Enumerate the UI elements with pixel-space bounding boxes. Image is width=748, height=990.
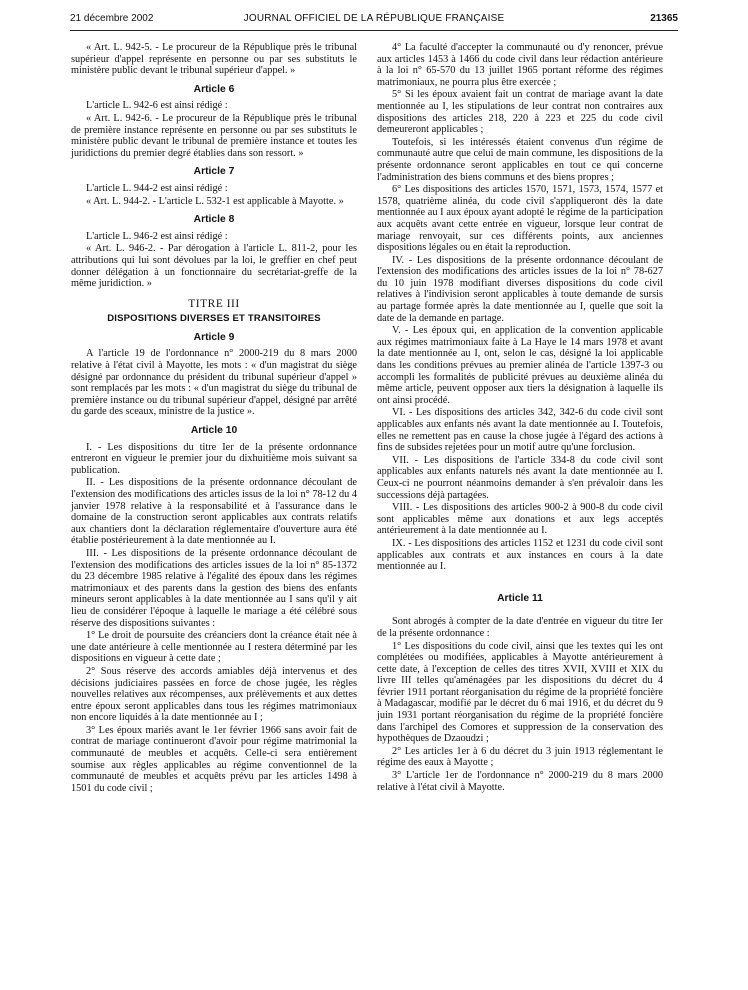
paragraph: Sont abrogés à compter de la date d'entrée en vigueur du titre Ier de la présente ordonnance : bbox=[377, 616, 663, 639]
paragraph: 1° Les dispositions du code civil, ainsi que les textes qui les ont complétées ou modifiées, applicables à Mayotte antérieurement à cette date, à l'exception de celles des titres XVII, XVIII et XIX du livre III telles qu'aménagées par les dispositions du décret du 4 février 1911 portant réorganisation du régime de la propriété foncière à Madagascar, modifié par le décret du 6 mai 1916, et du décret du 9 juin 1931 portant réorganisation du régime de la propriété foncière dans l'archipel des Comores et suppression de la conservation des hypothèques de Dzaoudzi ; bbox=[377, 640, 663, 745]
article-heading: Article 6 bbox=[193, 83, 235, 95]
header-page-number: 21365 bbox=[650, 13, 678, 24]
right-column bbox=[377, 42, 663, 794]
paragraph: Toutefois, si les intéressés étaient convenus d'un régime de communauté autre que celui de main commune, les dispositions de la présente ordonnance seront applicables en tout ce qui concerne l'administration des biens communs et des biens propres ; bbox=[377, 136, 663, 183]
paragraph: IV. - Les dispositions de la présente ordonnance découlant de l'extension des modifications des articles issues de la loi n° 78-627 du 10 juin 1978 modifiant diverses dispositions du code civil relatives à l'indivision seront applicables à toute demande de sursis au partage formée après la date mentionnée au I, quelle que soit la date de la demande en partage. bbox=[377, 254, 663, 324]
paragraph: L'article L. 944-2 est ainsi rédigé : bbox=[86, 182, 228, 194]
section-subtitle: DISPOSITIONS DIVERSES ET TRANSITOIRES bbox=[107, 313, 321, 325]
paragraph: 4° La faculté d'accepter la communauté ou d'y renoncer, prévue aux articles 1453 à 1466 du code civil dans leur rédaction antérieure à la loi n° 65-570 du 13 juillet 1965 portant réforme des régimes matrimoniaux, ne pourra plus être exercée ; bbox=[377, 42, 663, 88]
paragraph: III. - Les dispositions de la présente ordonnance découlant de l'extension des modifications des articles issues de la loi n° 85-1372 du 23 décembre 1985 relative à l'égalité des époux dans les régimes matrimoniaux et des parents dans la gestion des biens des enfants mineurs seront applicables à la date mentionnée au I sans qu'il y ait lieu de considérer l'époque à laquelle le mariage a été célébré sous réserve des dispositions suivantes : bbox=[71, 547, 357, 629]
left-column bbox=[71, 42, 357, 795]
paragraph: V. - Les époux qui, en application de la convention applicable aux régimes matrimoniaux faite à La Haye le 14 mars 1978 et avant la date mentionnée au I, ont, selon le cas, désigné la loi applicable dans les conditions prévues au premier alinéa de l'article 1397-3 ou accompli les formalités de publicité prévues au deuxième alinéa du même article, peuvent opposer aux tiers la désignation à laquelle ils ont ainsi procédé. bbox=[377, 325, 663, 406]
header-journal-title: JOURNAL OFFICIEL DE LA RÉPUBLIQUE FRANÇAISE bbox=[243, 13, 505, 24]
paragraph: 5° Si les époux avaient fait un contrat de mariage avant la date mentionnée au I, les stipulations de leur contrat non contraires aux dispositions des articles 218, 220 à 223 et 225 du code civil demeureront applicables ; bbox=[377, 89, 663, 136]
paragraph: 1° Le droit de poursuite des créanciers dont la créance était née à une date antérieure à celle mentionnée au I restera déterminé par les dispositions en vigueur à cette date ; bbox=[71, 630, 357, 665]
paragraph: L'article L. 942-6 est ainsi rédigé : bbox=[86, 100, 228, 112]
paragraph: 6° Les dispositions des articles 1570, 1571, 1573, 1574, 1577 et 1578, quatrième alinéa, du code civil s'appliqueront dès la date mentionnée au I aux époux ayant adopté le régime de la participation aux acquêts avant cette entrée en vigueur, lorsque leur contrat de mariage renvoyait, sur ces différents points, aux anciennes dispositions légales ou en était la reproduction. bbox=[377, 184, 663, 254]
paragraph: A l'article 19 de l'ordonnance n° 2000-219 du 8 mars 2000 relative à l'état civil à Mayotte, les mots : « d'un magistrat du siège désigné par ordonnance du président du tribunal supérieur d'appel » sont remplacés par les mots : « d'un magistrat du siège du tribunal de première instance ou du tribunal supérieur d'appel, désigné par arrêté du garde des sceaux, ministre de la justice ». bbox=[71, 348, 357, 418]
page-header bbox=[70, 13, 678, 29]
paragraph: 3° L'article 1er de l'ordonnance n° 2000-219 du 8 mars 2000 relative à l'état civil à Mayotte. bbox=[377, 770, 663, 793]
paragraph: II. - Les dispositions de la présente ordonnance découlant de l'extension des modifications des articles issus de la loi n° 78-12 du 4 janvier 1978 relative à la responsabilité et à l'assurance dans le domaine de la construction seront applicables aux contrats relatifs aux chantiers dont la déclaration réglementaire d'ouverture aura été établie postérieurement à la date mentionnée au I. bbox=[71, 477, 357, 547]
paragraph: « Art. L. 942-6. - Le procureur de la République près le tribunal de première instance représente en personne ou par ses substituts le ministère public devant le tribunal de première instance et toutes les juridictions du premier degré établies dans son ressort. » bbox=[71, 112, 357, 159]
paragraph: 2° Sous réserve des accords amiables déjà intervenus et des décisions judiciaires passées en force de chose jugée, les règles nouvelles relatives aux récompenses, aux prélèvements et aux dettes entre époux seront applicables dans tous les régimes matrimoniaux non encore liquidés à la date mentionnée au I ; bbox=[71, 665, 357, 724]
paragraph: 3° Les époux mariés avant le 1er février 1966 sans avoir fait de contrat de mariage continueront d'avoir pour régime matrimonial la communauté de meubles et acquêts. Celle-ci sera entièrement soumise aux règles applicables au régime conventionnel de la communauté de meubles et acquêts prévu par les articles 1498 à 1501 du code civil ; bbox=[71, 724, 357, 794]
article-heading: Article 11 bbox=[497, 592, 543, 604]
header-date: 21 décembre 2002 bbox=[70, 13, 154, 24]
paragraph: VIII. - Les dispositions des articles 900-2 à 900-8 du code civil sont applicables même aux donations et aux legs acceptés antérieurement à la date mentionnée au I. bbox=[377, 502, 663, 537]
paragraph: IX. - Les dispositions des articles 1152 et 1231 du code civil sont applicables aux contrats et aux instances en cours à la date mentionnée au I. bbox=[377, 537, 663, 573]
paragraph: « Art. L. 942-5. - Le procureur de la République près le tribunal supérieur d'appel représente en personne ou par ses substituts le ministère public devant le tribunal supérieur d'appel. » bbox=[71, 42, 357, 77]
title-heading: TITRE III bbox=[188, 297, 240, 310]
paragraph: « Art. L. 944-2. - L'article L. 532-1 est applicable à Mayotte. » bbox=[86, 195, 344, 207]
article-heading: Article 8 bbox=[193, 214, 235, 226]
paragraph: 2° Les articles 1er à 6 du décret du 3 juin 1913 réglementant le régime des eaux à Mayotte ; bbox=[377, 745, 663, 769]
paragraph: VII. - Les dispositions de l'article 334-8 du code civil sont applicables aux enfants naturels nés avant la date mentionnée au I. Ceux-ci ne pourront néanmoins demander à s'en prévaloir dans les successions déjà partagées. bbox=[377, 454, 663, 501]
article-heading: Article 9 bbox=[193, 331, 235, 343]
article-heading: Article 7 bbox=[193, 166, 235, 178]
paragraph: VI. - Les dispositions des articles 342, 342-6 du code civil sont applicables aux enfants nés avant la date mentionnée au I. Toutefois, elles ne remettent pas en cause la chose jugée à l'égard des actions à fins de subsides rejetées pour un motif autre qu'une forclusion. bbox=[377, 407, 663, 454]
paragraph: I. - Les dispositions du titre Ier de la présente ordonnance entreront en vigueur le premier jour du dixhuitième mois suivant sa publication. bbox=[71, 441, 357, 476]
paragraph: L'article L. 946-2 est ainsi rédigé : bbox=[86, 230, 228, 242]
article-heading: Article 10 bbox=[190, 425, 238, 437]
header-rule bbox=[70, 30, 678, 31]
paragraph: « Art. L. 946-2. - Par dérogation à l'article L. 811-2, pour les attributions qui lui sont dévolues par la loi, le greffier en chef peut donner délégation à un fonctionnaire du secrétariat-greffe de la même juridiction. » bbox=[71, 243, 357, 290]
